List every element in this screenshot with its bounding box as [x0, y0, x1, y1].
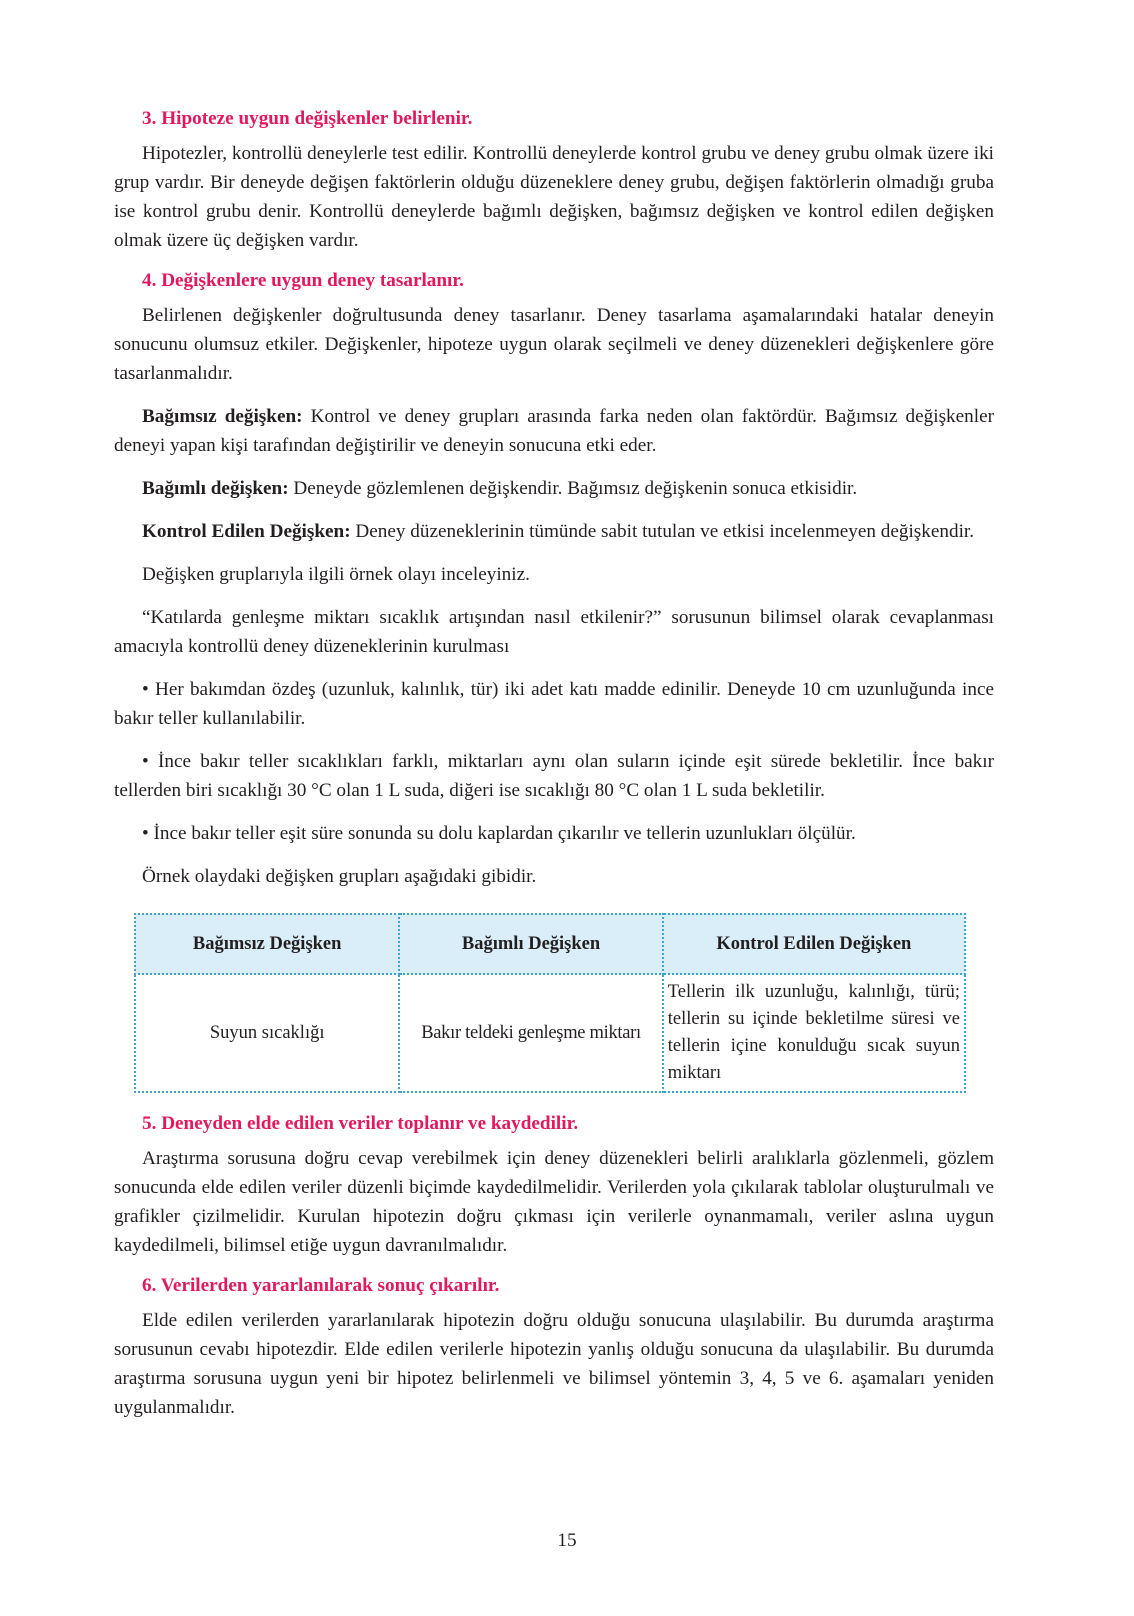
page-content [114, 104, 994, 1433]
section-6-paragraph: Elde edilen verilerden yararlanılarak hipotezin doğru olduğu sonucuna ulaşılabilir. Bu durumda araştırma sorusunun cevabı hipotezdir. Elde edilen verilerle hipotezin yanlış olduğu sonucuna da ulaşılabilir. Bu durumda araştırma sorusuna uygun yeni bir hipotez belirlenmeli ve bilimsel yöntemin 3, 4, 5 ve 6. aşamaları yeniden uygulanmalıdır. [114, 1310, 994, 1418]
bullet-item: • İnce bakır teller eşit süre sonunda su dolu kaplardan çıkarılır ve tellerin uzunlukları ölçülür. [142, 823, 856, 844]
table-intro: Örnek olaydaki değişken grupları aşağıdaki gibidir. [142, 866, 537, 887]
table-header-row [135, 914, 965, 974]
table-row [135, 974, 965, 1092]
section-3-paragraph: Hipotezler, kontrollü deneylerle test edilir. Kontrollü deneylerde kontrol grubu ve deney grubu olmak üzere iki grup vardır. Bir deneyde değişen faktörlerin olduğu düzeneklere deney grubu, değişen faktörlerin olmadığı gruba ise kontrol grubu denir. Kontrollü deneylerde bağımlı değişken, bağımsız değişken ve kontrol edilen değişken olmak üzere üç değişken vardır. [114, 143, 994, 251]
example-question: “Katılarda genleşme miktarı sıcaklık artışından nasıl etkilenir?” sorusunun bilimsel olarak cevaplanması amacıyla kontrollü deney düzeneklerinin kurulması [114, 607, 994, 657]
cell-independent-variable: Suyun sıcaklığı [135, 974, 399, 1092]
definition-independent-variable [114, 402, 994, 460]
example-intro: Değişken gruplarıyla ilgili örnek olayı inceleyiniz. [142, 564, 530, 585]
section-4-heading: 4. Değişkenlere uygun deney tasarlanır. [142, 270, 464, 291]
section-5-paragraph: Araştırma sorusuna doğru cevap verebilmek için deney düzenekleri belirli aralıklarla gözlenmeli, gözlem sonucunda elde edilen veriler düzenli biçimde kaydedilmelidir. Verilerden yola çıkılarak tablolar oluşturulmalı ve grafikler çizilmelidir. Kurulan hipotezin doğru çıkması için verilerle oynanmamalı, veriler aslına uygun kaydedilmeli, bilimsel etiğe uygun davranılmalıdır. [114, 1148, 994, 1256]
definition-dependent-variable [114, 474, 994, 503]
section-3-heading: 3. Hipoteze uygun değişkenler belirlenir. [142, 108, 473, 129]
definition-controlled-variable [114, 517, 994, 546]
bullet-item: • Her bakımdan özdeş (uzunluk, kalınlık, tür) iki adet katı madde edinilir. Deneyde 10 cm uzunluğunda ince bakır teller kullanılabilir. [114, 679, 994, 729]
bullet-item: • İnce bakır teller sıcaklıkları farklı, miktarları aynı olan suların içinde eşit sürede bekletilir. İnce bakır tellerden biri sıcaklığı 30 °C olan 1 L suda, diğeri ise sıcaklığı 80 °C olan 1 L suda bekletilir. [114, 751, 994, 801]
page-number: 15 [557, 1530, 577, 1551]
cell-dependent-variable: Bakır teldeki genleşme miktarı [399, 974, 662, 1092]
section-6-heading: 6. Verilerden yararlanılarak sonuç çıkarılır. [142, 1275, 500, 1296]
header-dependent-variable: Bağımlı Değişken [399, 914, 662, 974]
definition-text: Kontrol ve deney grupları arasında farka neden olan faktördür. Bağımsız değişkenler deneyi yapan kişi tarafından değiştirilir ve deneyin sonucuna etki eder. [114, 406, 994, 456]
header-controlled-variable: Kontrol Edilen Değişken [663, 914, 965, 974]
section-4-paragraph: Belirlenen değişkenler doğrultusunda deney tasarlanır. Deney tasarlama aşamalarındaki hatalar deneyin sonucunu olumsuz etkiler. Değişkenler, hipoteze uygun olarak seçilmeli ve deney düzenekleri değişkenlere göre tasarlanmalıdır. [114, 305, 994, 384]
definition-text: Deneyde gözlemlenen değişkendir. Bağımsız değişkenin sonuca etkisidir. [288, 478, 858, 499]
definition-term: Bağımsız değişken: [142, 406, 303, 427]
cell-controlled-variable: Tellerin ilk uzunluğu, kalınlığı, türü; tellerin su içinde bekletilme süresi ve tellerin içine konulduğu sıcak suyun miktarı [663, 974, 965, 1092]
definition-text: Deney düzeneklerinin tümünde sabit tutulan ve etkisi incelenmeyen değişkendir. [350, 521, 975, 542]
variables-table [134, 913, 966, 1093]
definition-term: Kontrol Edilen Değişken: [142, 521, 351, 542]
header-independent-variable: Bağımsız Değişken [135, 914, 399, 974]
definition-term: Bağımlı değişken: [142, 478, 289, 499]
section-5-heading: 5. Deneyden elde edilen veriler toplanır ve kaydedilir. [142, 1113, 579, 1134]
